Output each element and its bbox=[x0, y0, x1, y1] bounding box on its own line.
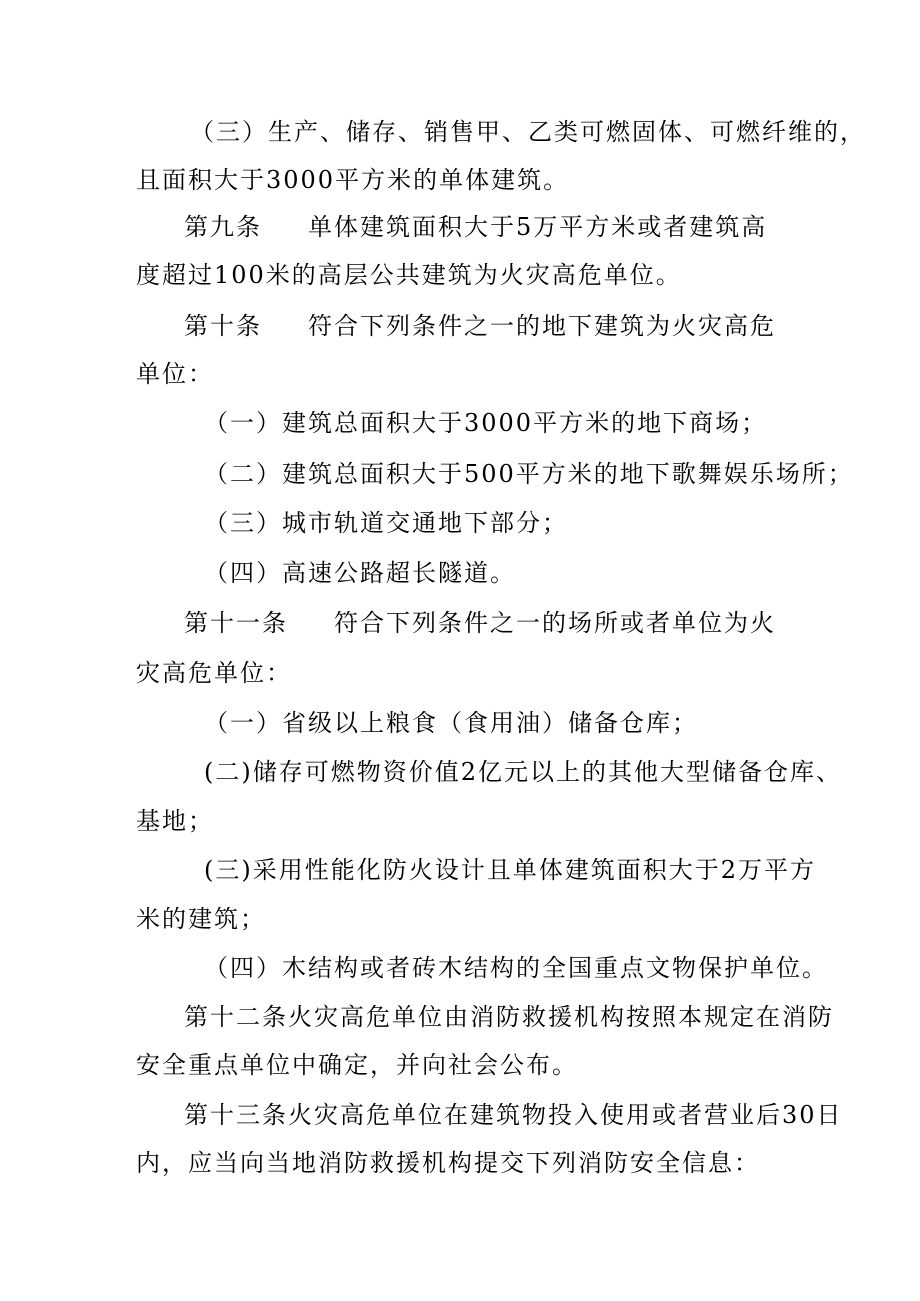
list-item: (三)采用性能化防火设计且单体建筑面积大于2万平方 bbox=[204, 856, 816, 884]
text-line: 且面积大于3000平方米的单体建筑。 bbox=[136, 166, 570, 194]
article-11 bbox=[184, 608, 776, 638]
article-heading: 第十条 bbox=[184, 312, 262, 340]
text-line: 度超过100米的高层公共建筑为火灾高危单位。 bbox=[136, 261, 682, 289]
text-line: 灾高危单位： bbox=[136, 659, 292, 687]
list-item: （一）省级以上粮食（食用油）储备仓库； bbox=[204, 709, 698, 737]
text-line: 安全重点单位中确定，并向社会公布。 bbox=[136, 1051, 578, 1079]
list-item: （一）建筑总面积大于3000平方米的地下商场； bbox=[204, 409, 768, 437]
list-item: (二)储存可燃物资价值2亿元以上的其他大型储备仓库、 bbox=[204, 758, 842, 786]
article-10 bbox=[184, 311, 776, 341]
article-heading: 第九条 bbox=[184, 213, 262, 241]
text-line: 基地； bbox=[136, 807, 214, 835]
article-12: 第十二条火灾高危单位由消防救援机构按照本规定在消防 bbox=[184, 1003, 834, 1031]
article-text: 符合下列条件之一的场所或者单位为火 bbox=[334, 609, 776, 637]
article-9 bbox=[184, 212, 767, 242]
text-line: （三）生产、储存、销售甲、乙类可燃固体、可燃纤维的， bbox=[190, 118, 866, 146]
article-text: 符合下列条件之一的地下建筑为火灾高危 bbox=[308, 312, 776, 340]
article-heading: 第十一条 bbox=[184, 609, 288, 637]
article-13: 第十三条火灾高危单位在建筑物投入使用或者营业后30日 bbox=[184, 1101, 843, 1129]
text-line: 内，应当向当地消防救援机构提交下列消防安全信息： bbox=[136, 1149, 760, 1177]
list-item: （二）建筑总面积大于500平方米的地下歌舞娱乐场所； bbox=[204, 460, 854, 488]
list-item: （四）木结构或者砖木结构的全国重点文物保护单位。 bbox=[204, 954, 828, 982]
text-line: 单位： bbox=[136, 360, 214, 388]
list-item: （三）城市轨道交通地下部分； bbox=[204, 509, 568, 537]
article-text: 单体建筑面积大于5万平方米或者建筑高 bbox=[308, 213, 768, 241]
list-item: （四）高速公路超长隧道。 bbox=[204, 559, 516, 587]
text-line: 米的建筑； bbox=[136, 905, 266, 933]
